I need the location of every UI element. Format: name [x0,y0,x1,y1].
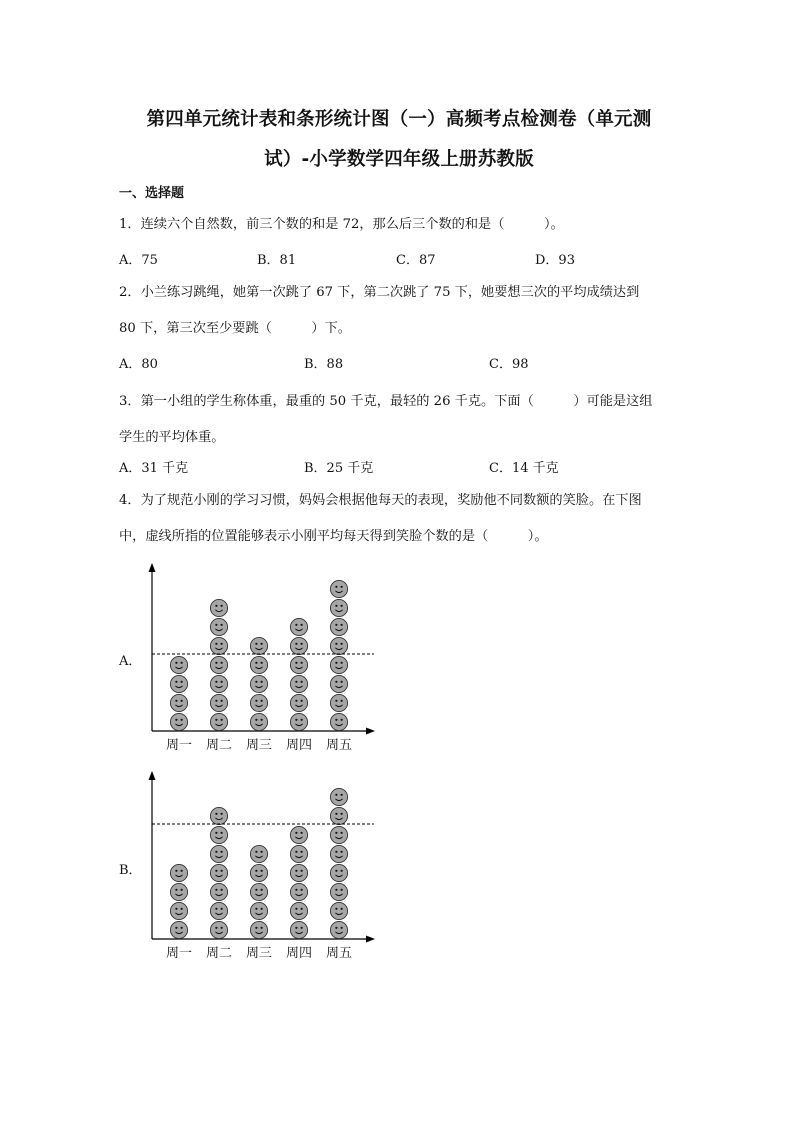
question-3-line-2: 学生的平均体重。 [119,430,225,445]
smiley-icon [290,883,307,900]
smiley-icon [290,845,307,862]
smiley-icon [290,864,307,881]
x-axis-arrow [366,728,375,735]
smiley-icon [210,637,227,654]
smiley-icon [330,902,347,919]
q1-option-c: C．87 [396,253,436,268]
smiley-icon [330,864,347,881]
smiley-icon [210,694,227,711]
smiley-icon [330,637,347,654]
smiley-icon [290,921,307,938]
pictograph-chart-b [140,768,380,968]
q1-option-a: A．75 [119,253,158,268]
smiley-icon [330,921,347,938]
smiley-icon [290,656,307,673]
smiley-icon [170,883,187,900]
title-line-1: 第四单元统计表和条形统计图（一）高频考点检测卷（单元测 [146,109,652,130]
pictograph-chart-a [140,560,380,760]
smiley-icon [170,902,187,919]
y-axis-arrow [149,563,156,572]
smiley-icon [250,694,267,711]
smiley-column [290,618,307,730]
smiley-icon [250,902,267,919]
smiley-icon [330,713,347,730]
question-3-line-1: 3．第一小组的学生称体重，最重的 50 千克，最轻的 26 千克。下面（ ）可能是这组 [119,394,653,409]
q3-option-c: C．14 千克 [489,461,559,476]
smiley-icon [250,675,267,692]
smiley-column [290,826,307,938]
smiley-icon [210,675,227,692]
smiley-icon [210,599,227,616]
smiley-icon [330,826,347,843]
smiley-icon [330,807,347,824]
smiley-icon [210,807,227,824]
smiley-icon [210,826,227,843]
smiley-icon [330,883,347,900]
smiley-icon [290,713,307,730]
smiley-icon [250,656,267,673]
smiley-icon [170,713,187,730]
smiley-icon [250,713,267,730]
smiley-icon [330,580,347,597]
q2-option-a: A．80 [119,357,158,372]
smiley-icon [210,883,227,900]
smiley-column [210,599,227,730]
smiley-icon [170,864,187,881]
smiley-icon [330,845,347,862]
smiley-icon [290,637,307,654]
q2-option-b: B．88 [304,357,344,372]
x-tick-label: 周四 [285,946,313,961]
smiley-icon [170,656,187,673]
smiley-icon [290,618,307,635]
smiley-icon [290,694,307,711]
smiley-column [250,845,267,938]
q3-option-b: B．25 千克 [304,461,374,476]
smiley-column [250,637,267,730]
smiley-icon [250,637,267,654]
x-tick-label: 周二 [205,738,233,753]
x-tick-label: 周五 [325,738,353,753]
smiley-icon [210,902,227,919]
q1-option-d: D．93 [535,253,575,268]
x-tick-label: 周一 [165,946,193,961]
smiley-icon [250,921,267,938]
smiley-icon [210,921,227,938]
smiley-column [170,656,187,730]
x-tick-label: 周二 [205,946,233,961]
smiley-icon [330,694,347,711]
smiley-icon [330,599,347,616]
smiley-icon [170,921,187,938]
smiley-icon [210,864,227,881]
question-4-line-2: 中，虚线所指的位置能够表示小刚平均每天得到笑脸个数的是（ ）。 [119,529,548,544]
smiley-icon [170,675,187,692]
x-tick-label: 周五 [325,946,353,961]
smiley-icon [250,864,267,881]
smiley-icon [330,675,347,692]
smiley-column [330,788,347,938]
x-tick-label: 周三 [245,738,273,753]
x-axis-arrow [366,936,375,943]
smiley-icon [210,845,227,862]
section-heading: 一、选择题 [119,186,185,201]
smiley-column [210,807,227,938]
chart-b-label: B． [119,863,142,878]
smiley-icon [170,694,187,711]
question-2-line-2: 80 下，第三次至少要跳（ ）下。 [119,321,351,336]
y-axis-arrow [149,771,156,780]
document-title [110,100,688,180]
smiley-icon [290,826,307,843]
smiley-icon [210,656,227,673]
x-tick-label: 周四 [285,738,313,753]
smiley-column [170,864,187,938]
smiley-icon [330,656,347,673]
x-tick-label: 周三 [245,946,273,961]
q3-option-a: A．31 千克 [119,461,189,476]
question-4-line-1: 4．为了规范小刚的学习习惯，妈妈会根据他每天的表现，奖励他不同数额的笑脸。在下图 [119,493,642,508]
chart-a-label: A． [119,654,142,669]
smiley-icon [210,713,227,730]
x-tick-label: 周一 [165,738,193,753]
smiley-icon [210,618,227,635]
smiley-icon [290,902,307,919]
question-1-text: 1．连续六个自然数，前三个数的和是 72，那么后三个数的和是（ ）。 [119,217,564,232]
question-2-line-1: 2．小兰练习跳绳，她第一次跳了 67 下，第二次跳了 75 下，她要想三次的平均成绩达到 [119,285,640,300]
title-line-2: 试）-小学数学四年级上册苏教版 [264,149,534,170]
q1-option-b: B．81 [257,253,297,268]
q2-option-c: C．98 [489,357,529,372]
smiley-icon [330,788,347,805]
smiley-column [330,580,347,730]
smiley-icon [330,618,347,635]
smiley-icon [250,845,267,862]
smiley-icon [290,675,307,692]
smiley-icon [250,883,267,900]
